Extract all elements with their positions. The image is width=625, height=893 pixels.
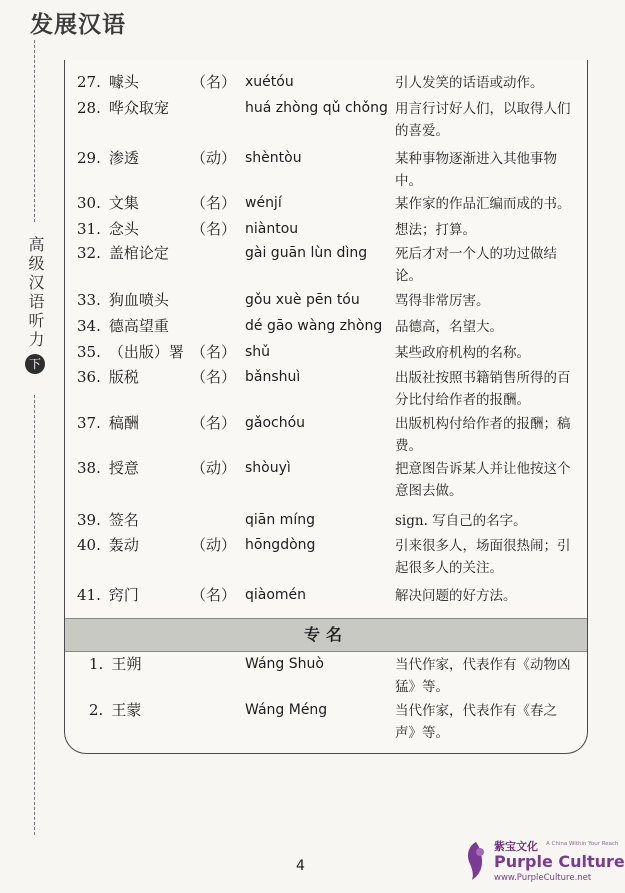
side-series-label: 高级汉语听力 [26,236,45,350]
vocab-hanzi: 轰动 [108,536,139,554]
vocab-hanzi: 念头 [108,220,139,238]
vocab-word [77,98,169,118]
part-of-speech: （名） [191,586,237,604]
vocab-hanzi: 盖棺论定 [108,244,169,262]
vocab-hanzi: 版税 [108,368,139,386]
vocab-word [77,290,169,310]
vocab-hanzi: 签名 [108,511,139,529]
vocab-hanzi: 狗血喷头 [108,291,169,309]
purple-culture-logo-icon [462,838,490,882]
vocab-definition: 品德高，名望大。 [395,319,503,335]
vocab-pinyin: hōngdòng [245,537,316,553]
vocab-pinyin: niàntou [245,221,299,237]
volume-badge: 下 [25,354,45,374]
vocab-definition: 某种事物逐渐进入其他事物中。 [395,151,557,189]
vocab-definition: 用言行讨好人们，以取得人们的喜爱。 [395,101,571,139]
section-title: 专名 [303,625,348,644]
part-of-speech: （动） [191,459,237,477]
part-of-speech: （名） [191,194,237,212]
vocab-definition: 骂得非常厉害。 [395,293,490,309]
part-of-speech: （名） [191,343,237,361]
vocab-definition: 解决问题的好方法。 [395,588,517,604]
vocab-pinyin: huá zhòng qǔ chǒng [245,100,388,116]
vocab-hanzi: 噱头 [108,73,139,91]
vocab-pinyin: shòuyì [245,460,291,476]
vocab-definition: 死后才对一个人的功过做结论。 [395,246,557,284]
vocab-word [77,367,139,387]
vocab-number: 27. [77,73,101,91]
proper-name-number: 1. [89,655,104,673]
watermark-en: Purple Culture [494,852,625,871]
vocab-number: 33. [77,291,101,309]
vocab-word [77,193,139,213]
book-title: 发展汉语 [30,12,126,38]
vocab-word [77,342,184,362]
watermark-cn: 紫宝文化 [494,840,538,853]
proper-name-hanzi: 王朔 [111,655,142,673]
page-number: 4 [296,858,305,874]
proper-name-definition: 当代作家，代表作有《春之声》等。 [395,703,557,741]
vocab-pinyin: shǔ [245,344,271,360]
vocab-number: 30. [77,194,101,212]
vocab-hanzi: （出版）署 [108,343,184,361]
vocab-pinyin: gǒu xuè pēn tóu [245,292,360,308]
proper-name-hanzi: 王蒙 [111,701,142,719]
part-of-speech: （名） [191,414,237,432]
vocab-pinyin: dé gāo wàng zhòng [245,318,383,334]
part-of-speech: （名） [191,368,237,386]
vocab-number: 28. [77,99,101,117]
vocab-number: 34. [77,317,101,335]
vocabulary-panel [64,60,588,754]
proper-name-number: 2. [89,701,104,719]
margin-divider [34,395,35,835]
vocab-pinyin: gài guān lùn dìng [245,245,368,261]
vocab-number: 38. [77,459,101,477]
vocab-number: 31. [77,220,101,238]
vocab-number: 41. [77,586,101,604]
vocab-hanzi: 德高望重 [108,317,169,335]
vocab-pinyin: qiān míng [245,512,315,528]
vocab-definition: 想法；打算。 [395,222,476,238]
part-of-speech: （名） [191,73,237,91]
vocab-pinyin: wénjí [245,195,282,211]
vocab-definition: 出版机构付给作者的报酬；稿费。 [395,416,571,454]
part-of-speech: （动） [191,536,237,554]
vocab-hanzi: 稿酬 [108,414,139,432]
vocab-definition: 引来很多人，场面很热闹；引起很多人的关注。 [395,538,571,576]
vocab-pinyin: xuétóu [245,74,294,90]
watermark [462,836,625,893]
margin-divider [34,40,35,222]
vocab-word [77,148,139,168]
watermark-url: www.PurpleCulture.net [494,873,592,883]
vocab-hanzi: 授意 [108,459,139,477]
proper-name-pinyin: Wáng Shuò [245,656,324,672]
vocab-number: 36. [77,368,101,386]
vocab-number: 32. [77,244,101,262]
vocab-definition: 把意图告诉某人并让他按这个意图去做。 [395,461,571,499]
vocab-hanzi: 窍门 [108,586,139,604]
vocab-definition: 引人发笑的话语或动作。 [395,75,544,91]
vocab-number: 29. [77,149,101,167]
watermark-tagline: A China Within Your Reach [546,841,619,847]
vocab-pinyin: bǎnshuì [245,369,301,385]
vocab-word [77,316,169,336]
vocab-word [77,243,169,263]
proper-names-header [65,618,587,652]
vocab-number: 35. [77,343,101,361]
vocab-word [77,535,139,555]
proper-name-word [89,654,141,674]
vocab-word [77,219,139,239]
vocab-definition: sign. 写自己的名字。 [395,513,527,529]
vocab-word [77,458,139,478]
vocab-number: 37. [77,414,101,432]
part-of-speech: （动） [191,149,237,167]
vocab-word [77,413,139,433]
vocab-definition: 某些政府机构的名称。 [395,345,530,361]
proper-name-pinyin: Wáng Méng [245,702,328,718]
part-of-speech: （名） [191,220,237,238]
vocab-hanzi: 文集 [108,194,139,212]
proper-name-definition: 当代作家，代表作有《动物凶猛》等。 [395,657,571,695]
vocab-hanzi: 渗透 [108,149,139,167]
vocab-word [77,510,139,530]
vocab-hanzi: 哗众取宠 [108,99,169,117]
vocab-number: 40. [77,536,101,554]
vocab-word [77,585,139,605]
vocab-word [77,72,139,92]
vocab-pinyin: qiàomén [245,587,307,603]
vocab-pinyin: shèntòu [245,150,302,166]
proper-name-word [89,700,141,720]
vocab-definition: 某作家的作品汇编而成的书。 [395,196,571,212]
vocab-pinyin: gǎochóu [245,415,306,431]
vocab-number: 39. [77,511,101,529]
vocab-definition: 出版社按照书籍销售所得的百分比付给作者的报酬。 [395,370,571,408]
